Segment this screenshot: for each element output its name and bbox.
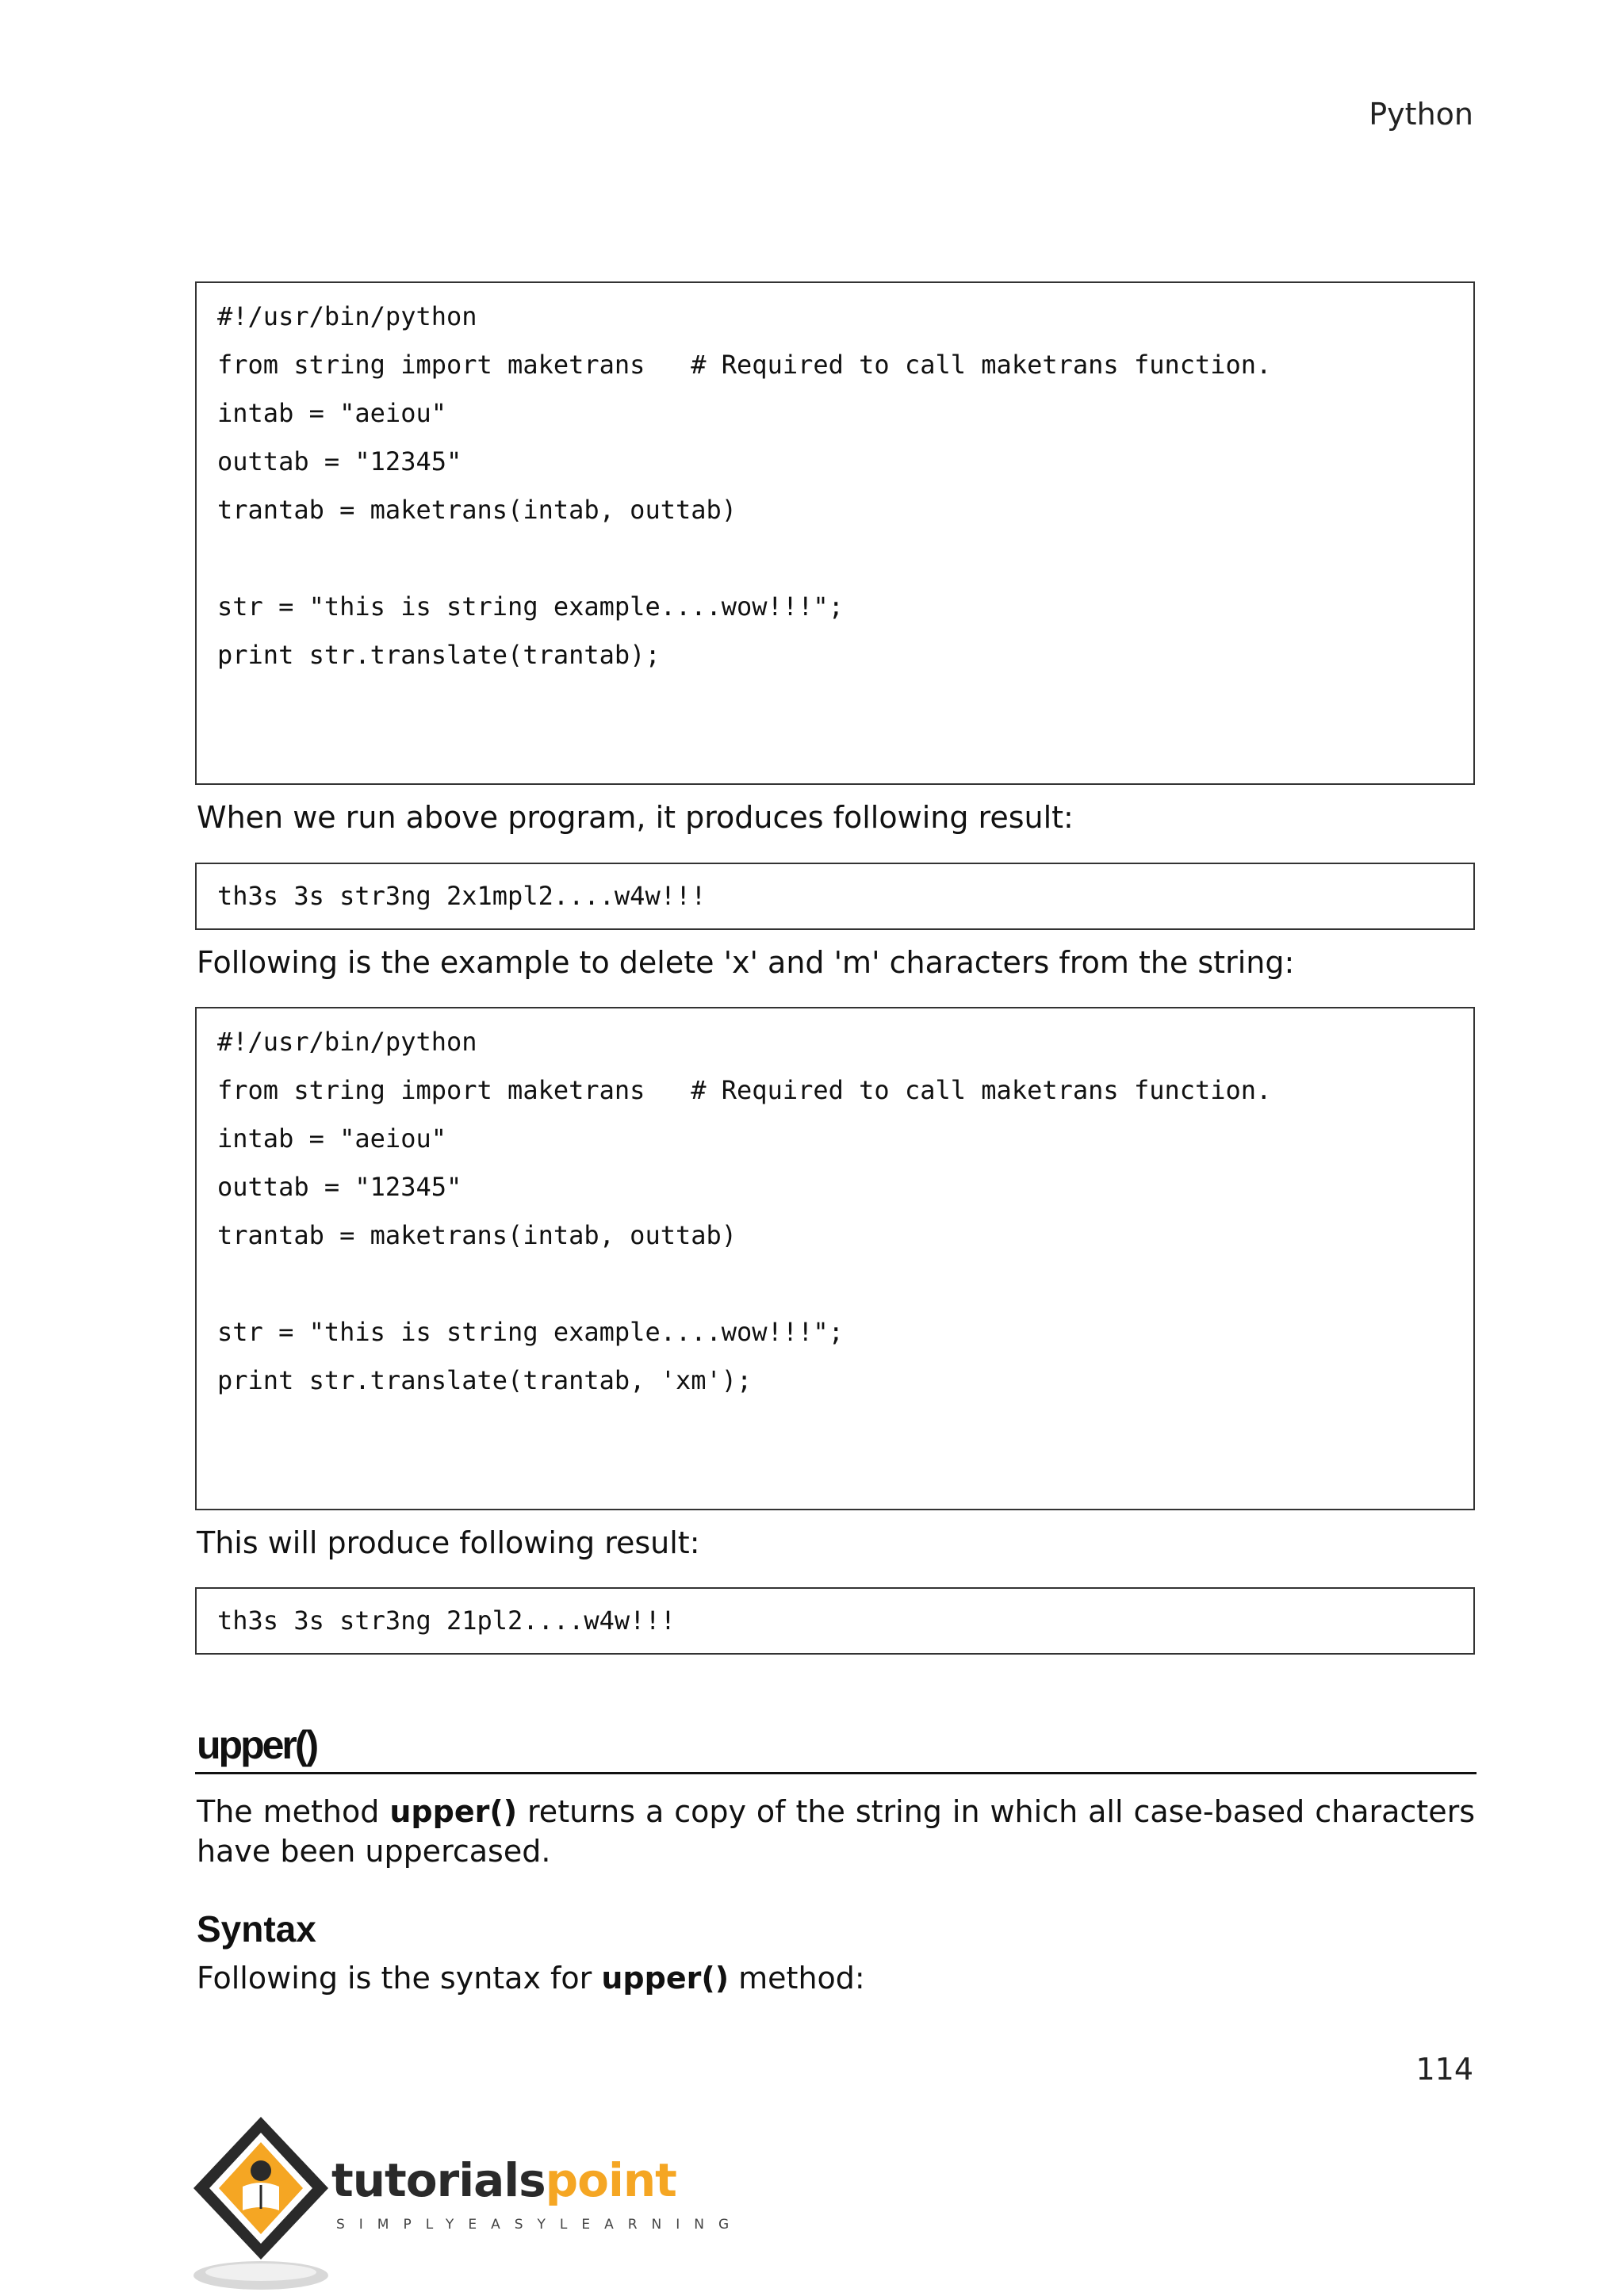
code-line: outtab = "12345" bbox=[217, 446, 462, 476]
logo-wordmark-part: tutorials bbox=[331, 2153, 546, 2207]
method-description bbox=[197, 1792, 1475, 1871]
code-line: intab = "aeiou" bbox=[217, 1123, 446, 1154]
output-block bbox=[195, 1587, 1475, 1655]
method-name: upper() bbox=[389, 1794, 518, 1829]
paragraph: When we run above program, it produces following result: bbox=[197, 800, 1074, 835]
logo-emblem-icon bbox=[193, 2109, 344, 2296]
method-name: upper() bbox=[601, 1961, 730, 1996]
logo-tagline: SIMPLYEASYLEARNING bbox=[336, 2217, 744, 2233]
code-line: #!/usr/bin/python bbox=[217, 1027, 477, 1057]
code-line: str = "this is string example....wow!!!"; bbox=[217, 1317, 844, 1347]
code-line: trantab = maketrans(intab, outtab) bbox=[217, 1220, 737, 1250]
text-span: returns a copy of the string in which all case-based characters have been uppercased. bbox=[197, 1794, 1475, 1869]
syntax-text bbox=[197, 1958, 865, 1998]
section-heading: upper() bbox=[197, 1723, 317, 1767]
logo-wordmark bbox=[331, 2153, 676, 2207]
code-line: intab = "aeiou" bbox=[217, 398, 446, 428]
code-line: str = "this is string example....wow!!!"; bbox=[217, 591, 844, 622]
code-line: from string import maketrans # Required to call maketrans function. bbox=[217, 350, 1272, 380]
heading-rule bbox=[195, 1772, 1477, 1774]
code-line: print str.translate(trantab); bbox=[217, 640, 661, 670]
code-line: from string import maketrans # Required to call maketrans function. bbox=[217, 1075, 1272, 1105]
syntax-heading: Syntax bbox=[197, 1908, 316, 1950]
code-line: print str.translate(trantab, 'xm'); bbox=[217, 1365, 753, 1395]
paragraph: Following is the example to delete 'x' and 'm' characters from the string: bbox=[197, 945, 1295, 980]
code-block bbox=[195, 1007, 1475, 1510]
header-title: Python bbox=[1369, 97, 1473, 132]
code-line: outtab = "12345" bbox=[217, 1172, 462, 1202]
page-number: 114 bbox=[1415, 2052, 1473, 2087]
code-block bbox=[195, 281, 1475, 785]
text-span: Following is the syntax for bbox=[197, 1961, 602, 1996]
text-span: The method bbox=[197, 1794, 390, 1829]
output-block bbox=[195, 863, 1475, 930]
tutorialspoint-logo bbox=[193, 2109, 744, 2296]
paragraph: This will produce following result: bbox=[197, 1525, 700, 1560]
text-span: method: bbox=[729, 1961, 865, 1996]
code-line: trantab = maketrans(intab, outtab) bbox=[217, 495, 737, 525]
code-line: #!/usr/bin/python bbox=[217, 301, 477, 331]
logo-wordmark-part: point bbox=[545, 2153, 676, 2207]
output-line: th3s 3s str3ng 21pl2....w4w!!! bbox=[217, 1605, 676, 1636]
output-line: th3s 3s str3ng 2x1mpl2....w4w!!! bbox=[217, 881, 707, 911]
